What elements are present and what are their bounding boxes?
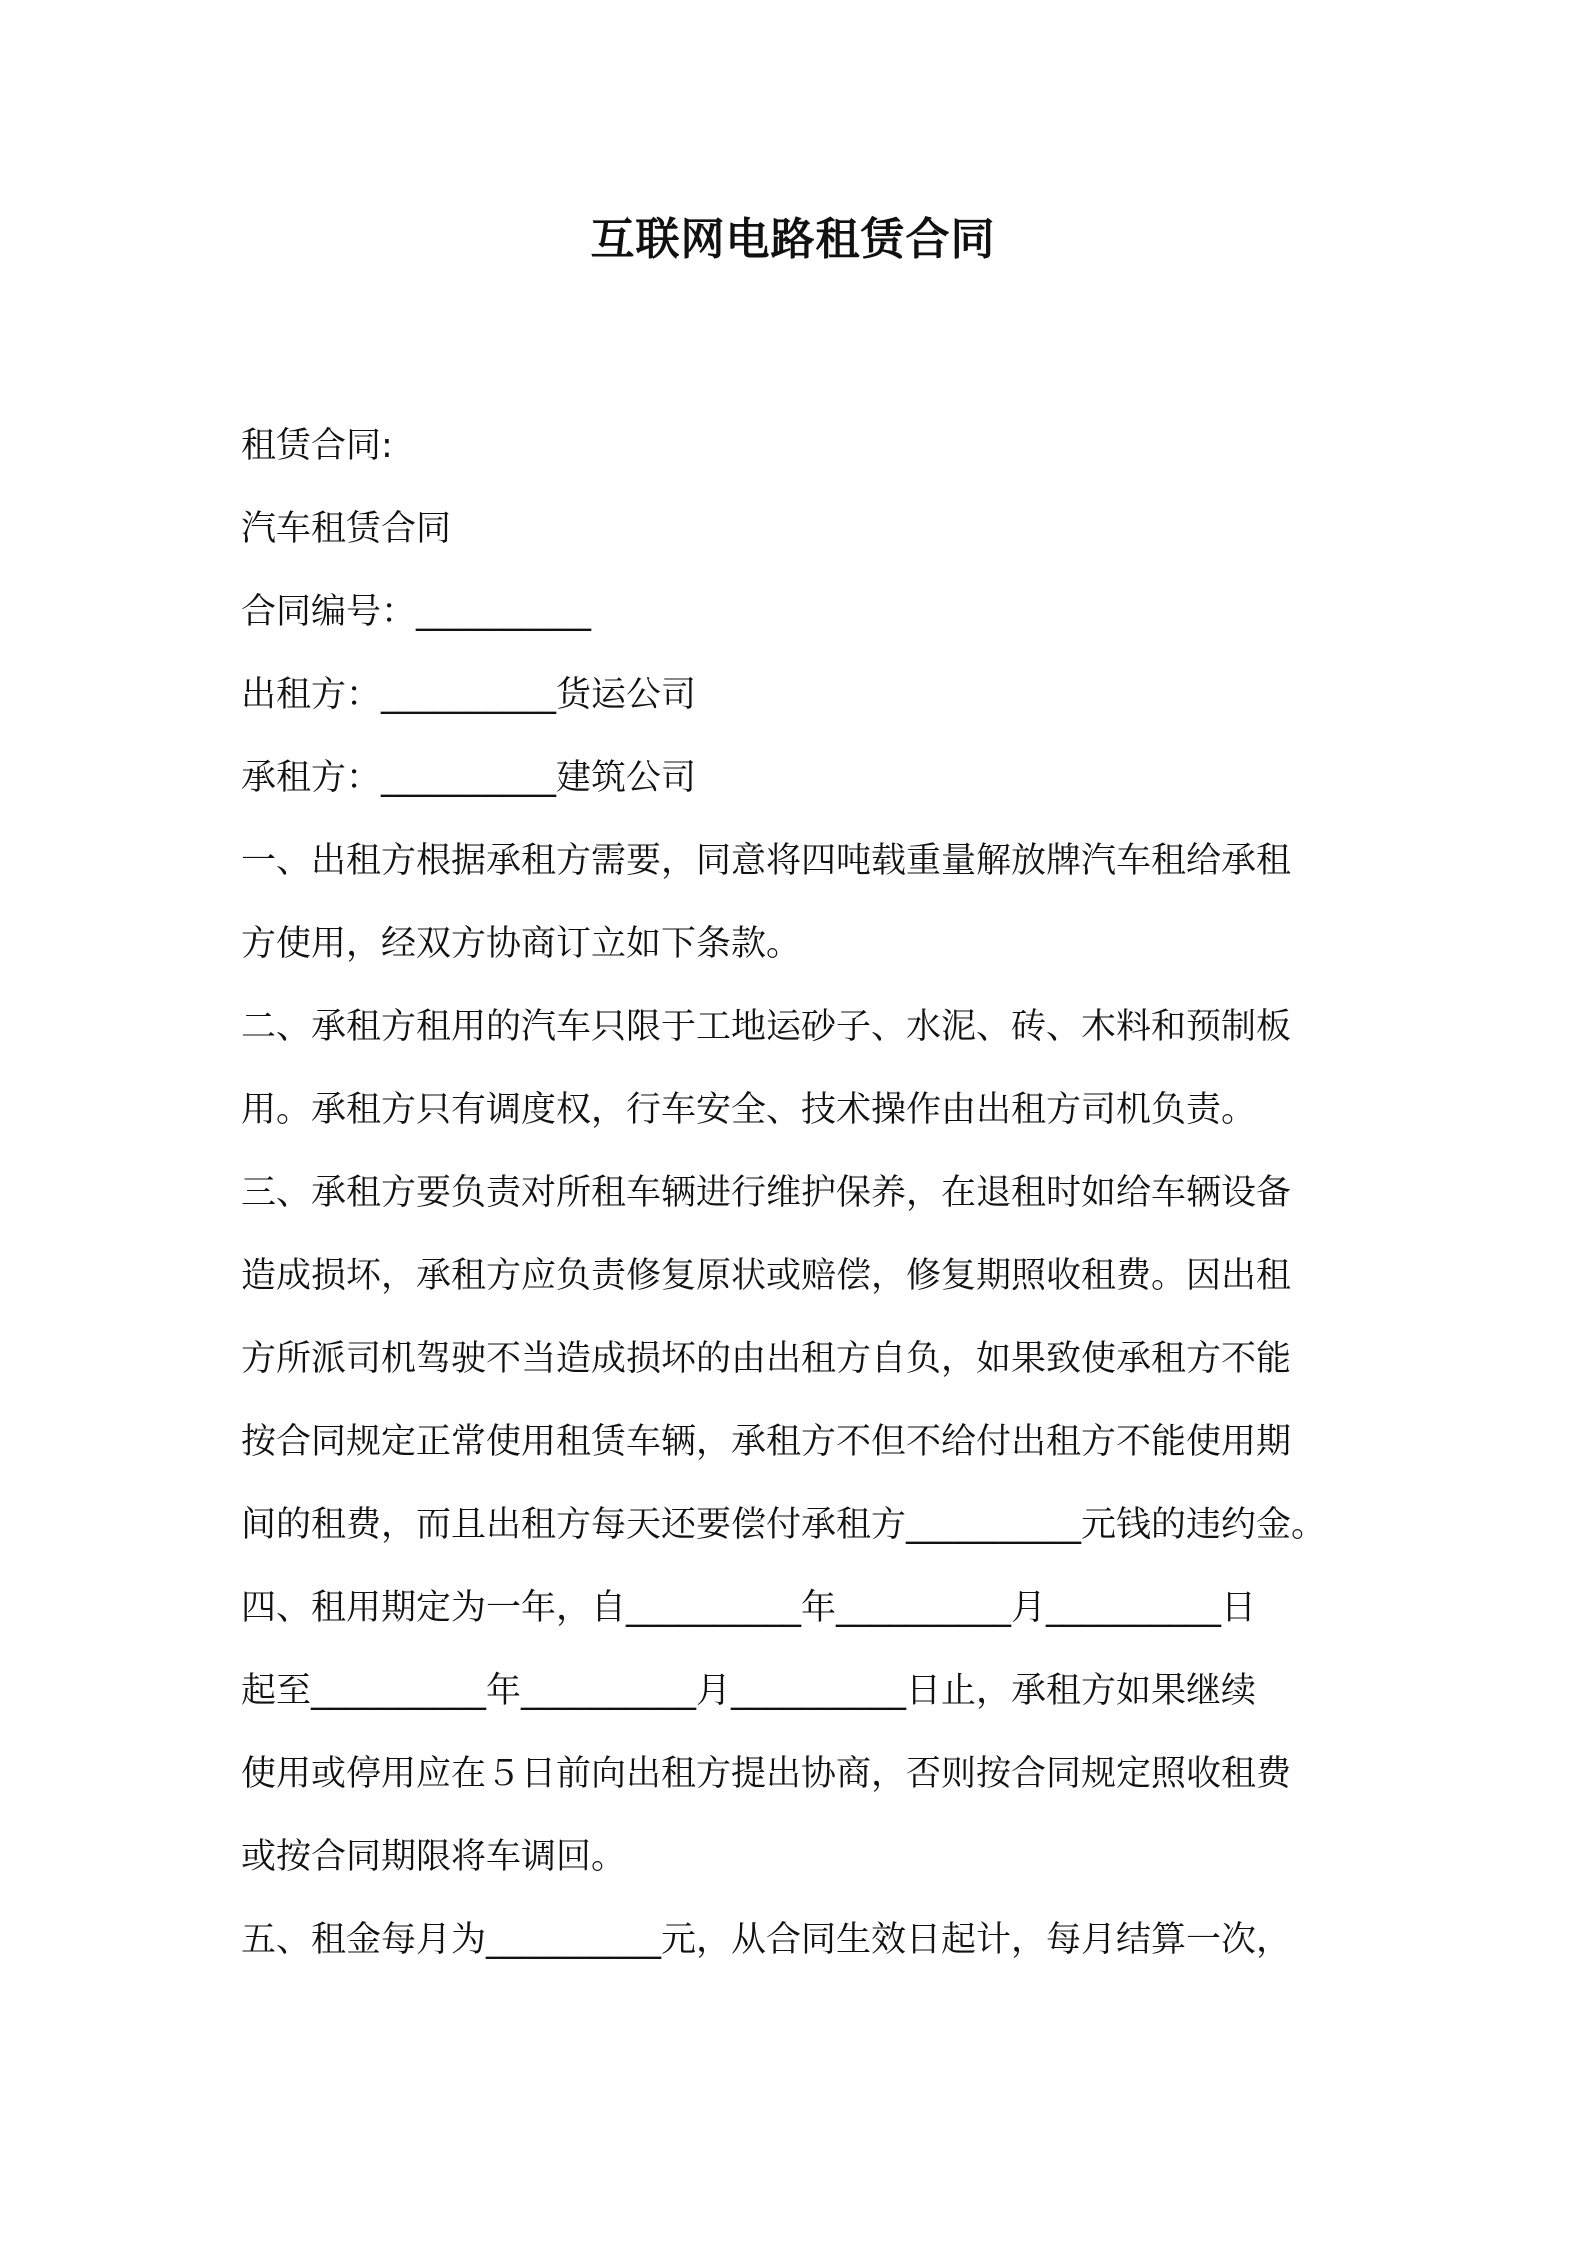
document-title: 互联网电路租赁合同 <box>590 214 996 265</box>
clause-2-line-1: 二、承租方租用的汽车只限于工地运砂子、水泥、砖、木料和预制板 <box>241 1007 1292 1047</box>
clause-3-line-1: 三、承租方要负责对所租车辆进行维护保养，在退租时如给车辆设备 <box>241 1173 1292 1213</box>
clause-3-line-2: 造成损坏，承租方应负责修复原状或赔偿，修复期照收租费。因出租 <box>241 1256 1292 1296</box>
clause-2-line-2: 用。承租方只有调度权，行车安全、技术操作由出租方司机负责。 <box>241 1090 1257 1130</box>
clause-3-line-4: 按合同规定正常使用租赁车辆，承租方不但不给付出租方不能使用期 <box>241 1422 1292 1462</box>
contract-type: 汽车租赁合同 <box>241 509 452 549</box>
clause-4-line-2: 起至__________年__________月__________日止，承租方如果继续 <box>241 1671 1257 1711</box>
contract-label: 租赁合同: <box>241 426 393 466</box>
lessee-line: 承租方：__________建筑公司 <box>241 758 697 798</box>
clause-4-line-3: 使用或停用应在５日前向出租方提出协商，否则按合同规定照收租费 <box>241 1754 1292 1794</box>
clause-3-line-5: 间的租费，而且出租方每天还要偿付承租方__________元钱的违约金。 <box>241 1505 1327 1545</box>
clause-1-line-1: 一、出租方根据承租方需要，同意将四吨载重量解放牌汽车租给承租 <box>241 841 1292 881</box>
clause-5-line-1: 五、租金每月为__________元，从合同生效日起计，每月结算一次， <box>241 1920 1292 1960</box>
clause-4-line-1: 四、租用期定为一年，自__________年__________月__________日 <box>241 1588 1257 1628</box>
clause-4-line-4: 或按合同期限将车调回。 <box>241 1837 627 1877</box>
clause-1-line-2: 方使用，经双方协商订立如下条款。 <box>241 924 802 964</box>
contract-number: 合同编号：__________ <box>241 592 592 632</box>
document-body <box>241 405 1381 1982</box>
lessor-line: 出租方：__________货运公司 <box>241 675 697 715</box>
clause-3-line-3: 方所派司机驾驶不当造成损坏的由出租方自负，如果致使承租方不能 <box>241 1339 1292 1379</box>
